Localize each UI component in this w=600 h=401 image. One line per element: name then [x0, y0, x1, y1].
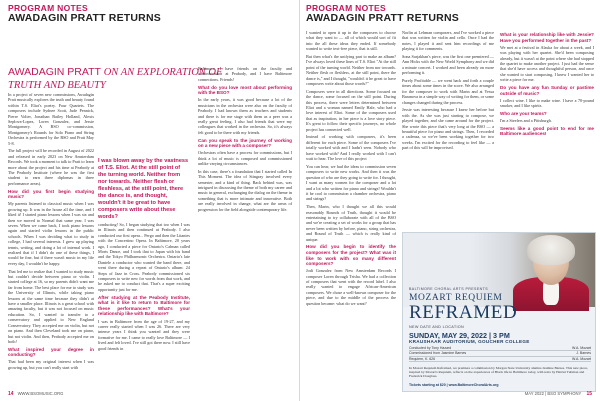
paragraph: Composers were in all directions. Some focused on the dance, some focused on the still point. During this process, there were letters determined between Eliot and a woman named Emily Hale, who had a love interest of Eliot. Some of the composers used that as inspiration, in her piece is a love story piece. It's great to follow their specific journeys, no whole project has connected well. — [306, 88, 396, 132]
kicker: PROGRAM NOTES — [8, 3, 88, 13]
paragraph: In a project of seven new commissions, Awadagin Pratt musically explores the truth and beauty found within T.S. Eliot's poetry. Four Quartets. The composers include Sydnee Scott, Jude Pennick, Pierre Volter, Jonathan Bailey Holland, Alexis Seplova-Lopez, Loren Gonzalez, and Jessie Montgomery. A BSO co-commission, Montgomery's Rounds for Solo Piano and String Orchestra is performed by the BSO and Pratt May 5-8. — [8, 92, 94, 146]
paragraph: Baltimore. I have friends on the faculty and administration at Peabody, and I have Baltimore connections. Friends! — [198, 66, 292, 82]
question-heading: Seems like a good point to end for me Baltimore audiences! — [500, 125, 594, 137]
question-heading: Can you speak to the journey of working on a new piece with a composer? — [198, 137, 292, 149]
ad-venue: KRAUSHAAR AUDITORIUM, GOUCHER COLLEGE — [409, 339, 530, 344]
question-heading: Who are your teams? — [500, 110, 547, 116]
ad-credits — [409, 346, 591, 362]
paragraph: I was in Baltimore from the age of 19-27, and my career really started when I was 26. There are very intense years I think you wanted and they were formative for me. I came to really love Baltimore — I lived and felt loved. I've still got there now. I still have good friends in — [98, 318, 190, 351]
paragraph: But then what's the unifying part to make an album? I've always loved these lines of T.S. Eliot "At the still point of the turning world. Neither from nor towards. Neither flesh or fleshless, at the still point, there the dance is," and I thought, "wouldn't it be great to have composers write about those words?" — [306, 54, 396, 87]
paragraph: conducting! So, I began studying that too when I was in Illinois and then continued at Peabody. I also conducted our first opera... Pergo and then the Litanies with the Concertino Opera. In Baltimore, 20 years ago, I conducted a piece for Ontario's Calman called Morts Dance, and I took that to Japan with his band and the Tokyo Philharmonic Orchestra. Ontario's late Daniele a conductor who wanted the band there, and went there during a repeat of Ontario's album: 24 Steps of Jazz in Cross. Peabody commissioned six composers to write new for words from that work, and he asked me to conduct that. That's a super exciting opportunity just for me. — [98, 222, 190, 292]
question-heading: What do you love most about performing with the BSO? — [198, 84, 292, 96]
paragraph: The full project will be recorded in August of 2022 and released in early 2023 on New Amsterdam Records. We took a moment to talk to Pratt to learn more about the project and his time at Peabody at The Peabody Institute (where he was the first student to earn three diplomas in three performance areas). — [8, 148, 94, 186]
ad-title-top: MOZART REQUIEM — [409, 293, 503, 303]
question-heading: What is your relationship like with Jessie? Have you performed together in the past? — [500, 32, 594, 43]
article-column-2 — [402, 30, 494, 153]
question-heading: How did you first begin studying music? — [8, 188, 94, 200]
question-heading: After studying at the Peabody Institute, what is it like to return to Baltimore for these performances? What's your relationship like with Baltimore? — [98, 294, 190, 317]
headline-italic: ON AN EXPLORATION OF TRUTH AND BEAUTY — [8, 67, 223, 91]
right-page — [300, 0, 600, 401]
kicker: PROGRAM NOTES — [306, 3, 386, 13]
question-heading: What inspired your degree in conducting? — [8, 346, 94, 358]
ad-description: In Mozart Requiem Reframed, we premiere a commission by Morgan State University alumna Jasmine Barnes. This new piece, inspired by Mozart's Requiem, reflects on the experiences of Black life in Baltimore today, with texts by Harriet Tubman and Frederick Douglass. — [409, 366, 588, 379]
ad-presenter: BALTIMORE CHORAL ARTS PRESENTS — [409, 287, 489, 291]
section-title: AWADAGIN PRATT RETURNS — [306, 12, 459, 24]
paragraph: In the early years, it was good because a lot of the musicians in the orchestra were also on the faculty of Peabody. I had known them as teachers and students and there is for me stage with them as a peer was a really great feeling. I also had friends that were my colleagues that worked in the orchestra. So, it's always felt good to be there with my friends. — [198, 97, 292, 135]
paragraph: We met at a festival in Alaska for about a week, and I was playing with her quartet. She'd been composing already, but it wasn't at the point where she had stopped the quartet to make another project. I just had the sense that she'd have access and thoughtful person, and once she wanted to start composing, I knew I wanted her to write a piece for me. — [500, 44, 594, 83]
paragraph: Then, Marin, who I thought we all this would reasonably Rounds of Truth, thought it would be entertaining to try collaborate with all of the BSO and we're creating a set of works for a group that has never been written by before, piano, string orchestra, and Round of Truth — which is really kind of unique. — [306, 204, 396, 242]
paragraph: Sona Sarjakhan's piece, was the first one premiered — Ann Hicks with the New World Symphony and we did a minute concert. I worked and been already on more performing it. — [402, 54, 494, 76]
page-footer — [8, 391, 63, 397]
paragraph: I collect wine. I like to make wine. I have a 70-pound smoker, and I like spirits. — [500, 97, 594, 109]
page-number: 14 — [8, 391, 14, 397]
concert-advertisement — [402, 232, 596, 392]
article-column-3 — [198, 66, 292, 214]
headline-plain: AWADAGIN PRATT — [8, 66, 104, 78]
credit-row: Commissioned from Jasmine Barnes J. Barnes — [409, 351, 591, 356]
paragraph: I'm a Steelers and a Pittsburgh. — [500, 117, 552, 123]
credit-row: Conducted by Tony Hazard W.A. Mozart — [409, 346, 591, 350]
footer-issue: MAY 2022 | BSO SYMPHONY — [524, 391, 582, 396]
ad-tickets-link[interactable]: Tickets starting at $20 | www.BaltimoreChoralArts.org — [409, 383, 499, 387]
ad-date: SUNDAY, MAY 29, 2022 | 3 PM — [409, 331, 510, 340]
paragraph: Norlin at Lehman composers, and I've worked a piece that was written for violin and cello. Once I had the notes, I played it and sent him recordings of me playing it for comments. — [402, 30, 494, 52]
question-heading: How did you begin to identify the composers for the project? What was it like to work with so many different composers? — [306, 244, 396, 267]
paragraph: Instead of working with composers, it's been different for each piece. Some of the composers I've totally worked with and I hadn't seen. Nobody who have worked with? And I really worked with I can't wait to hear. The love of this project — [306, 134, 396, 162]
credit-row: Requiem, K. 626 W.A. Mozart — [409, 356, 591, 361]
ad-title-main: REFRAMED — [409, 302, 518, 323]
paragraph: Jessie was interesting because I knew her before but with the. As she was just starting to compose, we played together, and she came around for the project. She wrote this piece that's very long at the BSO — a beautiful piece for piano and strings. Then, I recorded a cadenza, so we've been working together for two weeks. I'm excited for the recording to feel like — a part of this will be improvised. — [402, 107, 494, 151]
paragraph: Orchestras often have a process for commissions, but I think a lot of music is composed and commissioned unlike varying circumstances. — [198, 150, 292, 167]
footer-url: WWW.BSOMUSIC.ORG — [17, 391, 64, 396]
portrait-wig — [527, 235, 575, 265]
article-column-2 — [98, 222, 190, 353]
ad-new-date-notice: NEW DATE AND LOCATION — [409, 325, 465, 329]
paragraph: That led me to realize that I wanted to study music but couldn't decide between piano or violin. I started college at 16, so my parents didn't want me far from home. The best place for me to study was the University of Illinois, while taking piano lessons at the same time because they didn't at have a smaller place. Illinois is a great school with amazing faculty, but it was not focused on music education. So, I wanted to transfer to a conservatory and applied to New England Conservatory. They accepted me on violin, but not on piano. And then Cleveland took me on piano, but not violin. And then, Peabody accepted me on both! — [8, 268, 94, 344]
page-number: 15 — [586, 391, 592, 397]
article-column-1 — [306, 30, 396, 308]
paragraph: My parents listened to classical music when I was growing up. It was in the house all the time, and I liked it! I started piano lessons when I was six and then we moved to Normal that same year. I was seven. When we came back, I took piano lessons again and started violin lessons in the public schools. When I was deciding what to study in college, I had several interests. I grew up playing tennis, writing, and doing a lot of internal work. I realized that if I didn't do one of these things, I would be fine, but if there wasn't music in my life every day, I wouldn't be happy. — [8, 201, 94, 266]
paragraph: That had been my original interest when I was growing up, but you can't really start with — [8, 359, 94, 370]
paragraph: Jodi Gonzalez from New Amsterdam Records I composer Loren through Trisha. We had a collection of composers that went with the record label. I also really wanted to engage African-American composers. We chose a well-known composer for the piece, and due to the middle of the process the question became: what do we want? — [306, 268, 396, 306]
paragraph: You can hear, we had the ideas to commission seven composers to write new works. And then it was the question of who are they going to write for. I thought, I want as many women for the composer and a lot and a lot who written for piano and strings! Wouldn't it be cool to commission a chamber orchestra, piano and strings? — [306, 163, 397, 202]
paragraph: Purely Profitable — we went back and forth a couple times about some times in the score. We also arranged for the composer to work with Marin and at Yessa Baranova in a simple way of writing for them, or some changes changed during the process. — [402, 78, 494, 105]
sidebar-column — [500, 30, 594, 138]
paragraph: I wanted to open it up to the composers to choose what they want to — all of which would sort of fit into the all these ideas they ended. If somebody wanted to write text-free piece, that is still. — [306, 30, 396, 52]
question-heading: Do you have any fun Sunday or pastime outside of music? — [500, 84, 594, 96]
paragraph: In this case, there's a foundation that I started called In This Moment. The idea of Stingray involved every semester, and a kind of thing. Back behind was, was intrigued in discussing the theme of both my career and music in general, exchanging the dialog on the theme in something that is more intimate and innovative. Both are really involved in change, what are the areas of progression for the field alongside contemporary life. — [198, 168, 292, 212]
article-column-1 — [8, 92, 94, 373]
page-footer — [525, 391, 592, 397]
pull-quote: I was blown away by the vastness of T.S. Eliot. At the still point of the turning world. Neither from nor towards. Neither flesh or fleshless, at the still point, there the dance is, and thought, wouldn't it be great to have composers write about these words? — [98, 158, 189, 220]
section-title: AWADAGIN PRATT RETURNS — [8, 12, 161, 24]
